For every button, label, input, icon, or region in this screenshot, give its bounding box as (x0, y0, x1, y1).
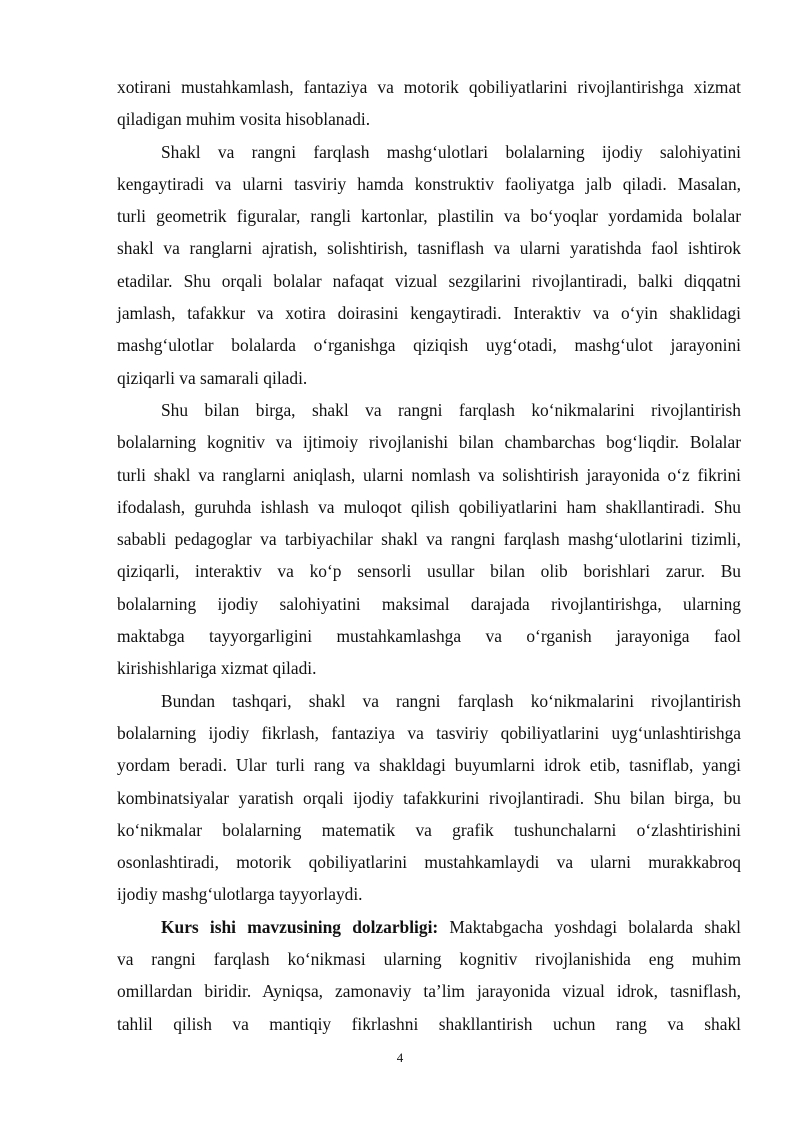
text-line: xotirani mustahkamlash, fantaziya va motorik qobiliyatlarini rivojlantirishga xizmat (117, 77, 741, 97)
text-line: yordam beradi. Ular turli rang va shakldagi buyumlarni idrok etib, tasniflab, yangi (117, 755, 741, 776)
text-line: omillardan biridir. Ayniqsa, zamonaviy ta’lim jarayonida vizual idrok, tasniflash, (117, 981, 741, 1002)
text-line: Shu bilan birga, shakl va rangni farqlash ko‘nikmalarini rivojlantirish (161, 399, 741, 420)
text-line: bolalarning ijodiy salohiyatini maksimal darajada rivojlantirishga, ularning (117, 593, 741, 614)
text-line: sababli pedagoglar va tarbiyachilar shakl va rangni farqlash mashg‘ulotlarini tizimli, (117, 529, 741, 550)
text-line: bolalarning kognitiv va ijtimoiy rivojlanishi bilan chambarchas bog‘liqdir. Bolalar (117, 432, 741, 453)
text-line: va rangni farqlash ko‘nikmasi ularning kognitiv rivojlanishida eng muhim (117, 949, 741, 970)
text-line: kirishishlariga xizmat qiladi. (117, 658, 317, 679)
text-line: shakl va ranglarni ajratish, solishtirish, tasniflash va ularni yaratishda faol ishtirok (117, 238, 741, 259)
text-line: tahlil qilish va mantiqiy fikrlashni shakllantirish uchun rang va shakl (117, 1013, 741, 1034)
relevance-text: Maktabgacha yoshdagi bolalarda shakl (438, 916, 741, 937)
text-line: mashg‘ulotlar bolalarda o‘rganishga qiziqish uyg‘otadi, mashg‘ulot jarayonini (117, 335, 741, 356)
text-line: ifodalash, guruhda ishlash va muloqot qilish qobiliyatlarini ham shakllantiradi. Shu (117, 496, 741, 517)
text-line: osonlashtiradi, motorik qobiliyatlarini mustahkamlaydi va ularni murakkabroq (117, 852, 741, 873)
page-number: 4 (396, 1050, 404, 1065)
text-line: jamlash, tafakkur va xotira doirasini kengaytiradi. Interaktiv va o‘yin shaklidagi (117, 303, 741, 324)
text-line: turli shakl va ranglarni aniqlash, ularni nomlash va solishtirish jarayonida o‘z fikrini (117, 464, 741, 485)
text-line: Bundan tashqari, shakl va rangni farqlash ko‘nikmalarini rivojlantirish (161, 690, 741, 711)
text-line: Shakl va rangni farqlash mashg‘ulotlari bolalarning ijodiy salohiyatini (161, 141, 741, 162)
relevance-heading: Kurs ishi mavzusining dolzarbligi: (161, 916, 439, 937)
text-line: kengaytiradi va ularni tasviriy hamda konstruktiv faoliyatga jalb qiladi. Masalan, (117, 173, 741, 194)
text-line: bolalarning ijodiy fikrlash, fantaziya va tasviriy qobiliyatlarini uyg‘unlashtirishga (117, 722, 741, 743)
text-line: qiziqarli va samarali qiladi. (117, 367, 308, 388)
text-line: qiladigan muhim vosita hisoblanadi. (117, 109, 371, 130)
text-line: maktabga tayyorgarligini mustahkamlashga va o‘rganish jarayoniga faol (117, 626, 741, 647)
body-text (117, 71, 741, 1040)
text-line: qiziqarli, interaktiv va ko‘p sensorli usullar bilan olib borishlari zarur. Bu (117, 561, 741, 582)
text-line: ko‘nikmalar bolalarning matematik va grafik tushunchalarni o‘zlashtirishini (117, 819, 741, 840)
text-line: kombinatsiyalar yaratish orqali ijodiy tafakkurini rivojlantiradi. Shu bilan birga, bu (117, 787, 741, 808)
text-line: ijodiy mashg‘ulotlarga tayyorlaydi. (117, 884, 363, 905)
text-line: turli geometrik figuralar, rangli kartonlar, plastilin va bo‘yoqlar yordamida bolalar (117, 206, 741, 227)
relevance-first-line (117, 911, 741, 943)
text-line: etadilar. Shu orqali bolalar nafaqat vizual sezgilarini rivojlantiradi, balki diqqatni (117, 270, 741, 291)
